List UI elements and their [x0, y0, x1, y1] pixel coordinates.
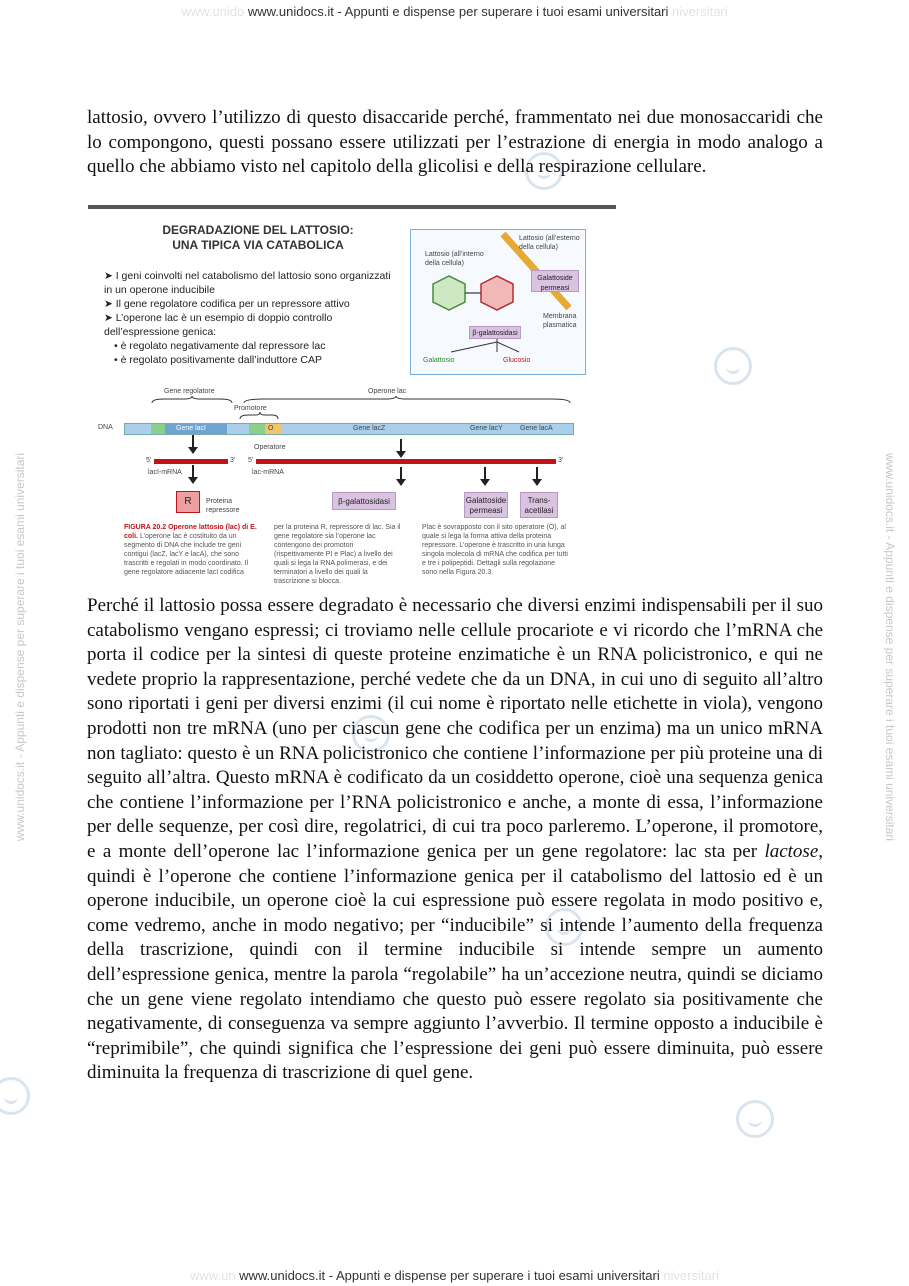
watermark-logo-icon: [714, 347, 752, 385]
footer-text: www.unidocs.it - Appunti e dispense per superare i tuoi esami universitari: [239, 1268, 660, 1283]
glucose-ring: [481, 276, 513, 310]
figure-title-line2: UNA TIPICA VIA CATABOLICA: [172, 238, 344, 252]
proteina-repressore-label: Proteina repressore: [206, 498, 240, 514]
lactose-inside-label: Lattosio (all’interno della cellula): [425, 251, 484, 267]
left-side-watermark: www.unidocs.it - Appunti e dispense per superare i tuoi esami universitari: [13, 452, 27, 842]
paragraph-2: [87, 594, 823, 1086]
figure-top-bar: [88, 205, 616, 209]
arrow-down-icon: [484, 467, 486, 481]
bullet-4: • è regolato negativamente dal repressore lac: [114, 340, 326, 352]
arrow-down-icon: [192, 465, 194, 479]
transacetilasi-box: Trans-acetilasi: [520, 492, 558, 518]
gene-laci-label: Gene lacI: [176, 425, 206, 432]
mrna-3prime-2: 3′: [558, 457, 564, 464]
operatore-label: Operatore: [254, 444, 286, 451]
lac-operon-figure: [88, 205, 616, 585]
figure-bullets: [104, 269, 394, 367]
header-ghost-left: www.unido: [181, 4, 245, 19]
figure-title-line1: DEGRADAZIONE DEL LATTOSIO:: [162, 223, 354, 237]
permeasi-box: Galattoside permeasi: [464, 492, 508, 518]
paragraph-1: lattosio, ovvero l’utilizzo di questo disaccaride perché, frammentato nei due monosaccaridi che lo compongono, questi possano essere utilizzati per l’estrazione di energia in modo analogo a quello che abbiamo visto nel capitolo della glicolisi e della respirazione cellulare.: [87, 107, 823, 178]
page-header: [0, 4, 909, 19]
gene-regolatore-label: Gene regolatore: [164, 388, 215, 395]
membrane-label: Membrana plasmatica: [543, 313, 577, 329]
bullet-5: • è regolato positivamente dall’induttore CAP: [114, 354, 322, 366]
right-side-watermark: www.unidocs.it - Appunti e dispense per superare i tuoi esami universitari: [883, 452, 897, 842]
mrna-5prime-2: 5′: [248, 457, 254, 464]
permease-box: Galattoside permeasi: [531, 270, 579, 292]
laci-mrna-label: lacI-mRNA: [148, 469, 182, 476]
figure-caption-3: Plac è sovrapposto con il sito operatore (O), al quale si lega la forma attiva della proteina repressore. L’operone è trascritto in una lunga singola molecola di mRNA che codifica per tutti e tre i polipeptidi. Dettagli sulla regolazione sono nella Figura 20.3.: [422, 524, 568, 576]
dna-label: DNA: [98, 424, 113, 431]
watermark-logo-icon: [0, 1077, 30, 1115]
glucose-label: Glucosio: [503, 357, 531, 364]
bullet-2: ➤ Il gene regolatore codifica per un repressore attivo: [104, 298, 350, 310]
lactose-inset: [410, 229, 586, 375]
bullet-3: ➤ L’operone lac è un esempio di doppio controllo dell’espressione genica:: [104, 312, 333, 338]
laci-mrna-strand: [154, 459, 228, 464]
operator-o-label: O: [268, 425, 274, 432]
bullet-1: ➤ I geni coinvolti nel catabolismo del lattosio sono organizzati in un operone inducibile: [104, 270, 391, 296]
gene-laca-label: Gene lacA: [520, 425, 553, 432]
footer-ghost-left: www.un: [190, 1268, 236, 1283]
caption-text-1: L’operone lac è costituito da un segmento di DNA che include tre geni contigui (lacZ, lacY e lacA), che sono trascritti e regolati in modo coordinato. Il gene regolatore adiacente lacI codifica: [124, 533, 249, 576]
mrna-3prime-1: 3′: [230, 457, 236, 464]
figure-caption-1: [124, 523, 264, 577]
arrow-down-icon: [400, 439, 402, 453]
page-footer: [0, 1268, 909, 1283]
bgal-box: β-galattosidasi: [332, 492, 396, 510]
footer-ghost-right: niversitari: [663, 1268, 719, 1283]
lac-mrna-label: lac-mRNA: [252, 469, 284, 476]
galactose-ring: [433, 276, 465, 310]
watermark-logo-icon: [736, 1100, 774, 1138]
figure-title: [158, 223, 358, 253]
paragraph-2-part1: Perché il lattosio possa essere degradato è necessario che diversi enzimi indispensabili per il suo catabolismo vengano espressi; ci troviamo nelle cellule procariote e vi ricordo che l’mRNA che porta il codice per la sintesi di queste proteine enzimatiche è un RNA policistronico, e qui ne vedete proprio la rappresentazione, perché vedete che da un DNA, in cui uno di seguito all’altro sono riportati i geni per diversi enzimi (il cui nome è riportato nelle etichette in viola), vengono prodotti non tre mRNA (uno per ciascun gene che codifica per un enzima) ma un unico mRNA non tagliato: questo è un RNA policistronico che contiene l’informazione per più proteine una di seguito all’altra. Questo mRNA è codificato da un cosiddetto operone, cioè una sequenza genica che contiene l’informazione per l’RNA policistronico e anche, a monte di essa, l’informazione per delle sequenze, per così dire, regolatrici, di cui tra poco parleremo. L’operone, il promotore, e a monte dell’operone lac l’informazione genica per un gene regolatore: lac sta per: [87, 595, 823, 862]
arrow-down-icon: [536, 467, 538, 481]
pi-promoter-segment: [151, 424, 165, 434]
caption-title: FIGURA 20.2 Operone lattosio (lac) di E. coli.: [124, 524, 257, 540]
mrna-5prime-1: 5′: [146, 457, 152, 464]
repressor-r-box: R: [176, 491, 200, 513]
plac-segment: [249, 424, 265, 434]
gene-braces: [124, 395, 574, 425]
galactose-label: Galattosio: [423, 357, 455, 364]
header-ghost-right: niversitari: [672, 4, 728, 19]
lac-mrna-strand: [256, 459, 556, 464]
lactose-outside-label: Lattosio (all’esterno della cellula): [519, 235, 580, 251]
operone-lac-label: Operone lac: [368, 388, 407, 395]
paragraph-2-part2: , quindi è l’operone che contiene l’informazione genica per il catabolismo del lattosio ed è un operone inducibile, un operone cioè la cui espressione può essere regolata in modo positivo e, come vedremo, anche in modo negativo; per “inducibile” si intende l’aumento della frequenza della trascrizione, quindi con il termine inducibile si intende sempre un aumento dell’espressione genica, mentre la parola “regolabile” ha un’accezione neutra, quindi se diciamo che un gene viene regolato intendiamo che questo può essere regolato sia positivamente che negativamente, di conseguenza va sempre aggiunto l’avverbio. Il termine opposto a inducibile è “reprimibile”, che quindi significa che l’espressione dei geni può essere diminuita, può essere diminuita la frequenza di trascrizione di quel gene.: [87, 840, 824, 1084]
arrow-down-icon: [192, 435, 194, 449]
paragraph-2-italic: lactose: [764, 840, 819, 862]
gene-lacz-label: Gene lacZ: [353, 425, 386, 432]
header-text: www.unidocs.it - Appunti e dispense per superare i tuoi esami universitari: [247, 4, 669, 19]
figure-caption-2: per la proteina R, repressore di lac. Sia il gene regolatore sia l’operone lac contengono dei promotori (rispettivamente PI e Plac) a livello dei quali si lega la RNA polimerasi, e dei terminatori a livello dei quali la trascrizione si blocca.: [274, 524, 401, 585]
promotore-label: Promotore: [234, 405, 267, 412]
gene-lacy-label: Gene lacY: [470, 425, 503, 432]
enzyme-box: β-galattosidasi: [469, 326, 521, 339]
arrow-down-icon: [400, 467, 402, 481]
